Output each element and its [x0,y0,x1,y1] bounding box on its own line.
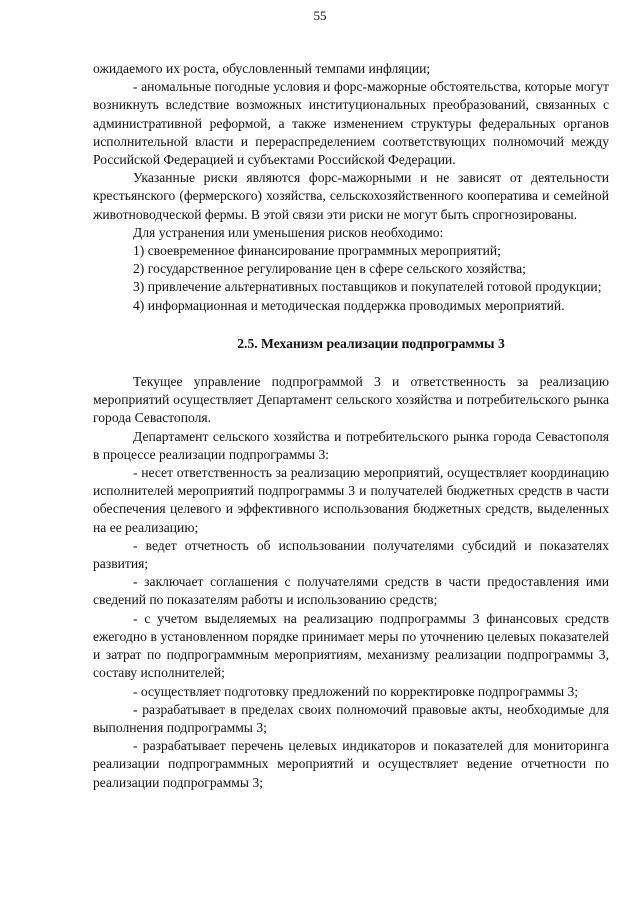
paragraph: - заключает соглашения с получателями средств в части предоставления ими сведений по показателям работы и использованию средств; [93,574,609,608]
paragraph: 1) своевременное финансирование программных мероприятий; [133,243,501,259]
paragraph: - осуществляет подготовку предложений по корректировке подпрограммы 3; [133,683,579,699]
paragraph: - разрабатывает в пределах своих полномочий правовые акты, необходимые для выполнения подпрограммы 3; [93,701,609,735]
document-body [93,60,609,792]
paragraph: - аномальные погодные условия и форс-мажорные обстоятельства, которые могут возникнуть вследствие возможных институциональных преобразований, связанных с административной реформой, а также изменением структуры федеральных органов исполнительной власти и перераспределением соответствующих полномочий между Российской Федерацией и субъектами Российской Федерации. [93,79,609,168]
paragraph: - разрабатывает перечень целевых индикаторов и показателей для мониторинга реализации подпрограммных мероприятий и осуществляет ведение отчетности по реализации подпрограммы 3; [93,738,609,790]
page-number: 55 [313,8,327,23]
paragraph: Указанные риски являются форс-мажорными и не зависят от деятельности крестьянского (фермерского) хозяйства, сельскохозяйственного кооператива и семейной животноводческой фермы. В этой связи эти риски не могут быть спрогнозированы. [93,170,609,222]
paragraph: - несет ответственность за реализацию мероприятий, осуществляет координацию исполнителей мероприятий подпрограммы 3 и получателей бюджетных средств в части обеспечения целевого и эффективного использования бюджетных средств, выделенных на ее реализацию; [93,465,609,535]
paragraph: ожидаемого их роста, обусловленный темпами инфляции; [93,61,431,76]
paragraph: Для устранения или уменьшения рисков необходимо: [133,224,444,240]
paragraph: Департамент сельского хозяйства и потребительского рынка города Севастополя в процессе реализации подпрограммы 3: [93,428,609,462]
paragraph: 3) привлечение альтернативных поставщиков и покупателей готовой продукции; [133,279,602,295]
paragraph: 4) информационная и методическая поддержка проводимых мероприятий. [133,297,565,313]
paragraphs-before-heading [93,60,609,315]
paragraphs-after-heading [93,373,609,792]
paragraph: - ведет отчетность об использовании получателями субсидий и показателях развития; [93,537,609,572]
paragraph: Текущее управление подпрограммой 3 и ответственность за реализацию мероприятий осуществляет Департамент сельского хозяйства и потребительского рынка города Севастополя. [93,374,609,426]
paragraph: 2) государственное регулирование цен в сфере сельского хозяйства; [133,261,526,277]
paragraph: - с учетом выделяемых на реализацию подпрограммы 3 финансовых средств ежегодно в установленном порядке принимает меры по уточнению целевых показателей и затрат по подпрограммным мероприятиям, механизму реализации подпрограммы 3, составу исполнителей; [93,610,609,681]
section-heading: 2.5. Механизм реализации подпрограммы 3 [237,335,505,351]
